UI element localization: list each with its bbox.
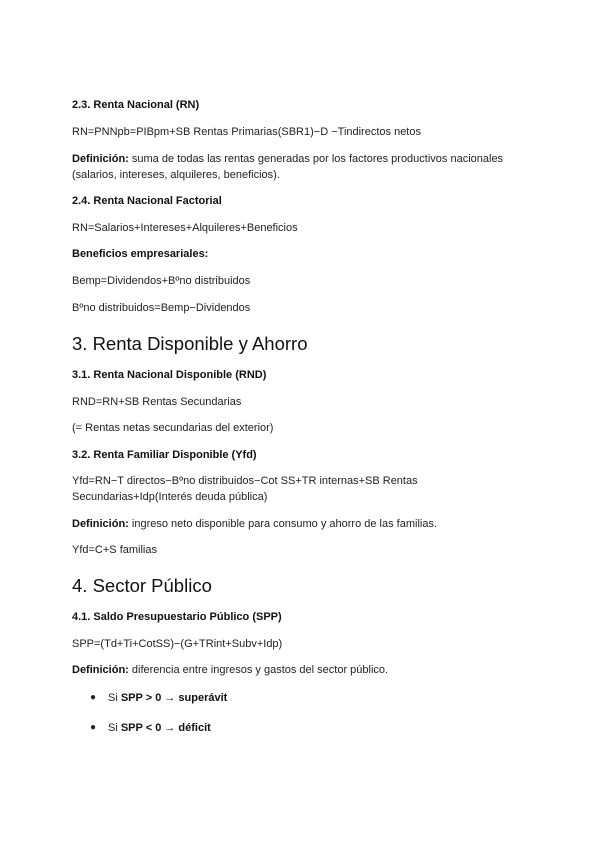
bullet-text-bold: SPP < 0 → déficit <box>120 722 211 734</box>
definition-label: Definición: <box>72 153 129 165</box>
definition-label: Definición: <box>72 518 129 530</box>
heading-3-1: 3.1. Renta Nacional Disponible (RND) <box>72 369 267 381</box>
bullet-icon: ● <box>90 692 97 703</box>
heading-3: 3. Renta Disponible y Ahorro <box>72 333 308 354</box>
heading-4: 4. Sector Público <box>72 575 212 596</box>
note-rnd: (= Rentas netas secundarias del exterior) <box>72 422 274 434</box>
bullet-icon: ● <box>90 722 97 733</box>
definition-text: ingreso neto disponible para consumo y ahorro de las familias. <box>128 518 438 530</box>
bullet-text-bold: SPP > 0 → superávit <box>120 692 228 704</box>
heading-2-3: 2.3. Renta Nacional (RN) <box>72 99 200 111</box>
formula-bemp: Bemp=Dividendos+Bºno distribuidos <box>72 275 251 287</box>
definition-label: Definición: <box>72 664 129 676</box>
formula-yfd-cs: Yfd=C+S familias <box>72 544 157 556</box>
definition-text: suma de todas las rentas generadas por los factores productivos nacionales (salarios, intereses, alquileres, beneficios). <box>72 153 504 181</box>
heading-4-1: 4.1. Saldo Presupuestario Público (SPP) <box>72 611 282 623</box>
definition-spp <box>72 662 532 678</box>
subheading-beneficios: Beneficios empresariales: <box>72 248 209 260</box>
definition-yfd <box>72 516 532 532</box>
formula-spp: SPP=(Td+Ti+CotSS)−(G+TRint+Subv+Idp) <box>72 638 283 650</box>
formula-rn: RN=PNNpb=PIBpm+SB Rentas Primarias(SBR1)−D −Tindirectos netos <box>72 126 421 138</box>
formula-yfd: Yfd=RN−T directos−Bºno distribuidos−Cot SS+TR internas+SB Rentas Secundarias+Idp(Interés deuda pública) <box>72 475 418 503</box>
bullet-prefix: Si <box>108 692 121 704</box>
definition-rn <box>72 151 532 183</box>
formula-rnd: RND=RN+SB Rentas Secundarias <box>72 396 242 408</box>
bullet-prefix: Si <box>108 722 121 734</box>
heading-3-2: 3.2. Renta Familiar Disponible (Yfd) <box>72 449 257 461</box>
formula-bno-distribuidos: Bºno distribuidos=Bemp−Dividendos <box>72 302 251 314</box>
definition-text: diferencia entre ingresos y gastos del sector público. <box>128 664 389 676</box>
formula-rn-factorial: RN=Salarios+Intereses+Alquileres+Beneficios <box>72 222 298 234</box>
heading-2-4: 2.4. Renta Nacional Factorial <box>72 195 222 207</box>
